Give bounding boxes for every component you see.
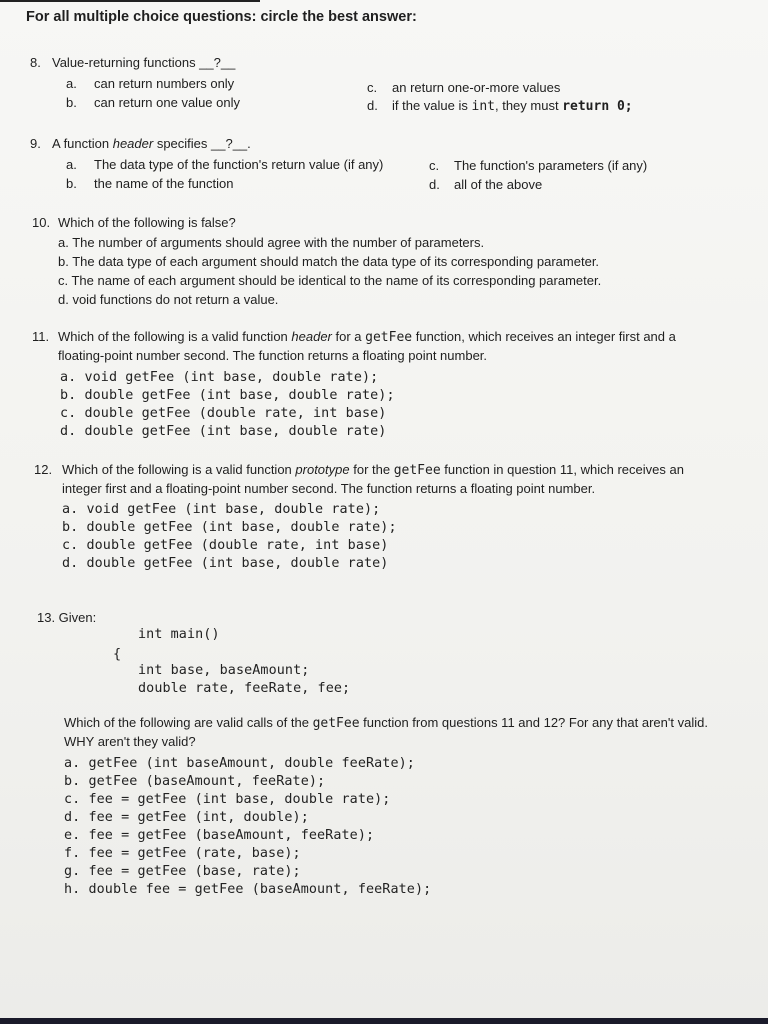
q10-option-a: a. The number of arguments should agree with the number of parameters.	[58, 235, 485, 250]
q11-line1	[58, 329, 676, 345]
q9-em: header	[112, 136, 154, 151]
q11-l1-mid: for a	[331, 329, 366, 344]
q9-number: 9.	[30, 136, 41, 151]
q9-c-letter: c.	[429, 158, 440, 173]
q8-d-letter: d.	[367, 98, 378, 113]
q8-option-b: can return one value only	[94, 95, 240, 110]
q12-l1-em: prototype	[295, 462, 350, 477]
q8-b-letter: b.	[66, 95, 77, 110]
q11-l1-em: header	[291, 329, 332, 344]
q10-option-d: d. void functions do not return a value.	[58, 292, 279, 307]
q13-line2: WHY aren't they valid?	[64, 734, 196, 749]
q8-option-a: can return numbers only	[94, 76, 235, 91]
q9-d-letter: d.	[429, 177, 440, 192]
q8-d-mid: , they must	[494, 98, 563, 113]
q13-option-f: f. fee = getFee (rate, base);	[64, 846, 301, 861]
q10-number: 10.	[32, 215, 51, 230]
q13-code-decl1: int base, baseAmount;	[138, 663, 310, 678]
q12-l1-code: getFee	[393, 463, 441, 478]
q11-l1-post: function, which receives an integer first and a	[412, 329, 676, 344]
q13-code-decl2: double rate, feeRate, fee;	[138, 681, 351, 696]
q8-option-d	[392, 98, 633, 114]
q8-d-code-return: return 0;	[562, 99, 633, 114]
q9-b-letter: b.	[66, 176, 77, 191]
instructions-header: For all multiple choice questions: circle the best answer:	[26, 9, 417, 25]
q13-l1-code: getFee	[312, 716, 360, 731]
q8-text: Value-returning functions __?__	[52, 55, 236, 70]
q12-l1-pre: Which of the following is a valid function	[62, 462, 296, 477]
q11-l1-pre: Which of the following is a valid function	[58, 329, 292, 344]
q8-a-letter: a.	[66, 76, 77, 91]
q13-option-g: g. fee = getFee (base, rate);	[64, 864, 301, 879]
q8-d-code-int: int	[471, 99, 495, 114]
q12-option-a: a. void getFee (int base, double rate);	[62, 502, 381, 517]
q8-d-pre: if the value is	[392, 98, 472, 113]
q13-option-b: b. getFee (baseAmount, feeRate);	[64, 774, 326, 789]
q12-l1-post: function in question 11, which receives an	[440, 462, 684, 477]
q13-option-c: c. fee = getFee (int base, double rate);	[64, 792, 391, 807]
q12-number: 12.	[34, 462, 53, 477]
q9-option-b: the name of the function	[94, 176, 234, 191]
q8-c-letter: c.	[367, 80, 378, 95]
q13-code-brace: {	[113, 647, 122, 662]
q11-option-a: a. void getFee (int base, double rate);	[60, 370, 379, 385]
q8-number: 8.	[30, 55, 41, 70]
q11-number: 11.	[32, 329, 50, 344]
q11-option-b: b. double getFee (int base, double rate);	[60, 388, 395, 403]
q10-option-c: c. The name of each argument should be identical to the name of its corresponding parameter.	[58, 273, 602, 288]
q13-l1-pre: Which of the following are valid calls of the	[64, 715, 313, 730]
q12-l1-mid: for the	[349, 462, 394, 477]
q9-post: specifies __?__.	[153, 136, 251, 151]
q13-number: 13. Given:	[37, 610, 97, 625]
q13-l1-post: function from questions 11 and 12? For any that aren't valid.	[359, 715, 708, 730]
q13-option-e: e. fee = getFee (baseAmount, feeRate);	[64, 828, 375, 843]
q9-text	[52, 136, 251, 151]
q9-pre: A function	[52, 136, 113, 151]
q13-option-a: a. getFee (int baseAmount, double feeRate);	[64, 756, 415, 771]
q9-option-c: The function's parameters (if any)	[454, 158, 648, 173]
q12-line2: integer first and a floating-point number second. The function returns a floating point number.	[62, 481, 596, 496]
q13-line1	[64, 715, 708, 731]
q10-text: Which of the following is false?	[58, 215, 236, 230]
q11-option-d: d. double getFee (int base, double rate)	[60, 424, 387, 439]
q13-code-main: int main()	[138, 627, 220, 642]
q12-line1	[62, 462, 684, 478]
q11-option-c: c. double getFee (double rate, int base)	[60, 406, 387, 421]
q13-option-d: d. fee = getFee (int, double);	[64, 810, 309, 825]
q9-option-a: The data type of the function's return value (if any)	[94, 157, 384, 172]
bottom-edge	[0, 1018, 768, 1024]
q11-l1-code: getFee	[365, 330, 413, 345]
q10-option-b: b. The data type of each argument should match the data type of its corresponding parameter.	[58, 254, 600, 269]
top-rule	[0, 0, 260, 2]
q13-option-h: h. double fee = getFee (baseAmount, feeRate);	[64, 882, 432, 897]
q12-option-b: b. double getFee (int base, double rate);	[62, 520, 397, 535]
q12-option-c: c. double getFee (double rate, int base)	[62, 538, 389, 553]
q12-option-d: d. double getFee (int base, double rate)	[62, 556, 389, 571]
q9-a-letter: a.	[66, 157, 77, 172]
q8-option-c: an return one-or-more values	[392, 80, 561, 95]
q11-line2: floating-point number second. The function returns a floating point number.	[58, 348, 488, 363]
q9-option-d: all of the above	[454, 177, 543, 192]
